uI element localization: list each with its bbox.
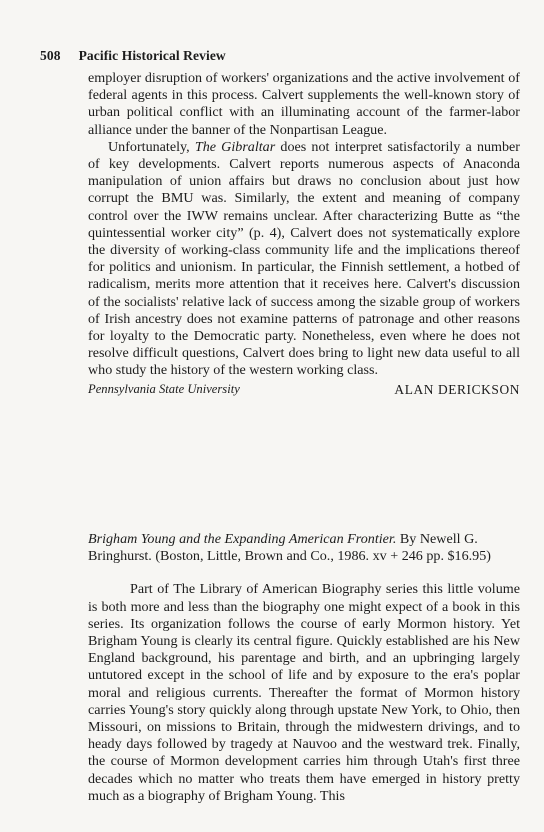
book-title-reference: The Gibraltar bbox=[194, 138, 276, 155]
paragraph-body: does not interpret satisfactorily a number of key developments. Calvert reports numerous aspects of Anaconda manipulation of union affairs but draws no conclusion about just how corrupt the BMU was. Similarly, the extent and meaning of company control over the IWW remains unclear. After characterizing Butte as “the quintessential worker city” (p. 4), Calvert does not systematically explore the diversity of working-class community life and the implications thereof for politics and unionism. In particular, the Finnish settlement, a hotbed of radicalism, merits more attention that it receives here. Calvert's discussion of the socialists' relative lack of success among the sizable group of workers of Irish ancestry does not examine patterns of patronage and other reasons for loyalty to the Democratic party. Nonetheless, even where he does not resolve difficult questions, Calvert does bring to light new data useful to all who study the history of the western working class. bbox=[88, 138, 520, 379]
reviewer-signature bbox=[88, 381, 520, 398]
reviewer-institution: Pennsylvania State University bbox=[88, 381, 240, 396]
paragraph-lead: Unfortunately, bbox=[108, 138, 195, 155]
running-head bbox=[40, 48, 226, 64]
review-paragraph bbox=[88, 139, 520, 380]
page-number: 508 bbox=[40, 48, 61, 63]
review-paragraph: Part of The Library of American Biography series this little volume is both more and less than the biography one might expect of a book in this series. Its organization follows the course of early Mormon history. Yet Brigham Young is clearly its central figure. Quickly established are his New England background, his parentage and birth, and an upbringing largely untutored except in the school of life and by exposure to the era's poplar moral and religious currents. Thereafter the format of Mormon history carries Young's story quickly along through upstate New York, to Ohio, then Missouri, on missions to Britain, through the midwestern drivings, and to heady days followed by tragedy at Nauvoo and the westward trek. Finally, the course of Mormon development carries him through Utah's first three decades which no matter who treats them have emerged in history pretty much as a biography of Brigham Young. This bbox=[88, 581, 520, 804]
reviewer-name: ALAN DERICKSON bbox=[394, 381, 520, 397]
citation-details: By Newell G. Bringhurst. (Boston, Little, Brown and Co., 1986. xv + 246 pp. $16.95) bbox=[88, 531, 491, 565]
book-review bbox=[88, 531, 520, 805]
review-paragraph: employer disruption of workers' organizations and the active involvement of federal agents in this process. Calvert supplements the well-known story of urban political conflict with an illuminating account of the farmer-labor alliance under the banner of the Nonpartisan League. bbox=[88, 70, 520, 138]
review-continuation bbox=[88, 70, 520, 398]
book-citation bbox=[88, 531, 520, 565]
book-title: Brigham Young and the Expanding American Frontier. bbox=[88, 531, 397, 547]
journal-title: Pacific Historical Review bbox=[78, 48, 226, 63]
